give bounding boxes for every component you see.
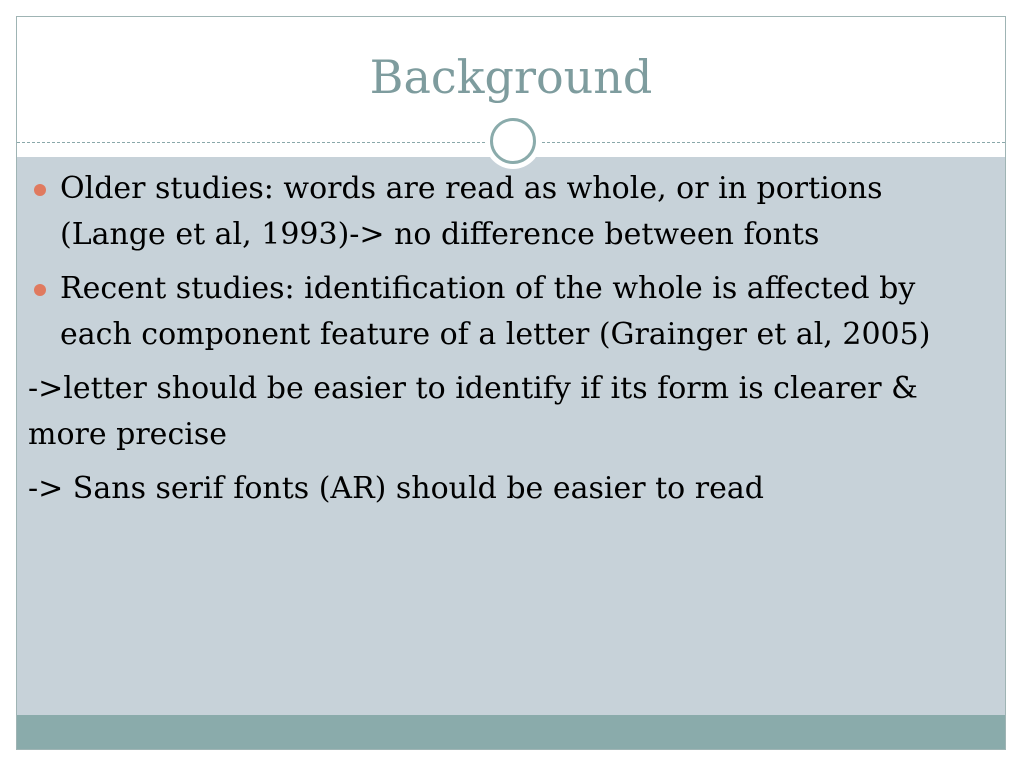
circle-ornament-ring bbox=[490, 118, 536, 164]
bullet-text: Older studies: words are read as whole, or in portions (Lange et al, 1993)-> no difference between fonts bbox=[60, 171, 883, 252]
bullet-item bbox=[28, 266, 968, 358]
body-paragraph: ->letter should be easier to identify if its form is clearer & more precise bbox=[28, 371, 918, 452]
circle-ornament-icon bbox=[485, 113, 541, 169]
footer-band bbox=[17, 715, 1005, 750]
slide-title: Background bbox=[369, 50, 653, 104]
bullet-text: Recent studies: identification of the whole is affected by each component feature of a letter (Grainger et al, 2005) bbox=[60, 271, 931, 352]
bullet-dot-icon bbox=[34, 284, 46, 296]
slide-body bbox=[28, 166, 968, 520]
bullet-item bbox=[28, 166, 968, 258]
body-paragraph: -> Sans serif fonts (AR) should be easier to read bbox=[28, 471, 764, 506]
bullet-dot-icon bbox=[34, 184, 46, 196]
